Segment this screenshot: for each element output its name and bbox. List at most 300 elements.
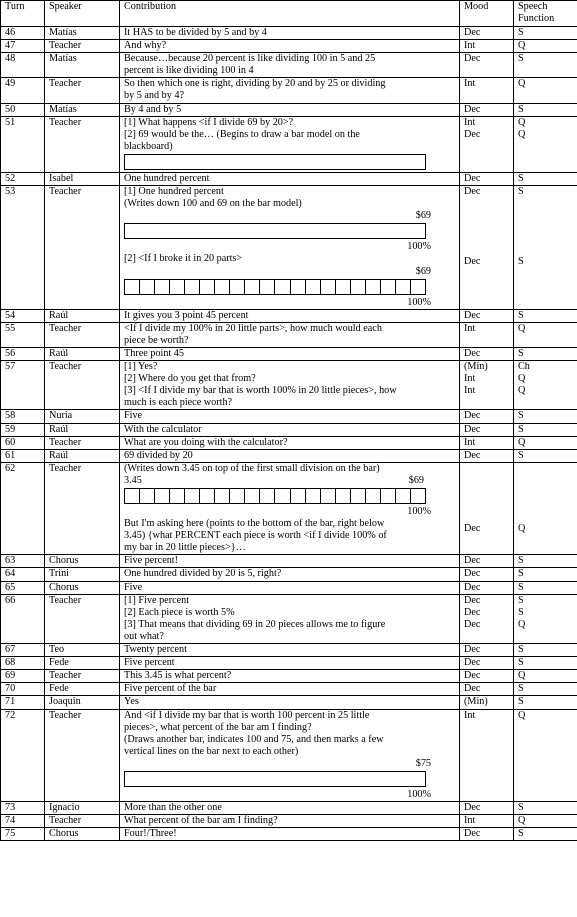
mood-value: Dec	[464, 606, 481, 618]
bar-segment	[291, 489, 306, 503]
contribution-line: [1] What happens <if I divide 69 by 20>?	[124, 116, 294, 128]
turn-cell: 59	[1, 423, 45, 436]
contribution-line: $69	[415, 210, 431, 222]
turn-cell: 46	[1, 27, 45, 40]
turn-cell: 64	[1, 568, 45, 581]
speech-function-cell	[514, 436, 577, 449]
speech-function-cell	[514, 361, 577, 410]
speaker-cell: Trini	[45, 568, 120, 581]
speaker-cell: Teacher	[45, 815, 120, 828]
speaker-cell: Joaquín	[45, 696, 120, 709]
speaker-cell: Chorus	[45, 828, 120, 841]
sf-value: S	[518, 594, 524, 606]
bar-model	[124, 154, 426, 170]
contribution-line: 69 divided by 20	[124, 449, 193, 461]
speech-function-cell	[514, 644, 577, 657]
table-row	[1, 683, 577, 696]
contribution-cell	[120, 322, 460, 347]
bar-segment	[185, 489, 200, 503]
speech-function-cell	[514, 40, 577, 53]
contribution-cell	[120, 449, 460, 462]
mood-value: Int	[464, 815, 476, 827]
turn-cell: 62	[1, 462, 45, 555]
contribution-line: Five percent	[124, 657, 175, 669]
mood-cell	[460, 449, 514, 462]
mood-cell	[460, 172, 514, 185]
sf-value: S	[518, 802, 524, 814]
sf-value: S	[518, 256, 524, 268]
speaker-cell: Raúl	[45, 423, 120, 436]
bar-segment	[230, 280, 245, 294]
mood-cell	[460, 644, 514, 657]
contribution-line: [2] 69 would be the… (Begins to draw a bar model on the	[124, 128, 360, 140]
sf-value: Q	[518, 815, 526, 827]
sf-value: S	[518, 657, 524, 669]
bar-segment	[396, 280, 411, 294]
table-row	[1, 347, 577, 360]
speech-function-cell	[514, 594, 577, 643]
contribution-line: This 3.45 is what percent?	[124, 670, 232, 682]
sf-value: Q	[518, 128, 526, 140]
table-row	[1, 40, 577, 53]
table-row	[1, 581, 577, 594]
contribution-cell	[120, 423, 460, 436]
table-row	[1, 670, 577, 683]
table-row	[1, 116, 577, 172]
mood-value: Int	[464, 436, 476, 448]
speaker-cell: Teacher	[45, 78, 120, 103]
contribution-line: So then which one is right, dividing by 20 and by 25 or dividing	[124, 78, 386, 90]
mood-value: Dec	[464, 568, 481, 580]
speaker-cell: Nuria	[45, 410, 120, 423]
sf-value: S	[518, 828, 524, 840]
mood-value: Dec	[464, 657, 481, 669]
contribution-line: Five	[124, 581, 143, 593]
mood-value: Dec	[464, 27, 481, 38]
contribution-line: out what?	[124, 630, 164, 642]
sf-value: S	[518, 696, 524, 708]
contribution-line: But I'm asking here (points to the bottom of the bar, right below	[124, 518, 385, 530]
speaker-cell: Fede	[45, 657, 120, 670]
mood-cell	[460, 40, 514, 53]
speaker-cell: Chorus	[45, 581, 120, 594]
sf-value: Q	[518, 618, 526, 630]
speaker-cell: Teacher	[45, 40, 120, 53]
mood-cell	[460, 309, 514, 322]
contribution-line: [3] <If I divide my bar that is worth 100% in 20 little pieces>, how	[124, 385, 397, 397]
mood-value: Dec	[464, 309, 481, 321]
turn-cell: 57	[1, 361, 45, 410]
sf-value: Q	[518, 385, 526, 397]
speech-function-cell	[514, 670, 577, 683]
segmented-bar-model	[124, 488, 426, 504]
mood-cell	[460, 116, 514, 172]
speaker-cell: Teacher	[45, 361, 120, 410]
speech-function-cell	[514, 53, 577, 78]
turn-cell: 48	[1, 53, 45, 78]
contribution-cell	[120, 410, 460, 423]
speaker-cell: Teacher	[45, 670, 120, 683]
sf-value: Q	[518, 40, 526, 52]
turn-cell: 70	[1, 683, 45, 696]
contribution-line: [2] Each piece is worth 5%	[124, 606, 235, 618]
bar-segment	[306, 489, 321, 503]
table-row	[1, 78, 577, 103]
turn-cell: 50	[1, 103, 45, 116]
speaker-cell: Chorus	[45, 555, 120, 568]
turn-cell: 69	[1, 670, 45, 683]
mood-value: Dec	[464, 186, 481, 198]
contribution-line: (Writes down 100 and 69 on the bar model)	[124, 198, 302, 210]
mood-cell	[460, 815, 514, 828]
contribution-cell	[120, 40, 460, 53]
speech-function-cell	[514, 186, 577, 310]
bar-segment	[275, 280, 290, 294]
speech-function-cell	[514, 449, 577, 462]
contribution-cell	[120, 657, 460, 670]
contribution-line: $69	[415, 265, 431, 277]
turn-cell: 74	[1, 815, 45, 828]
contribution-cell	[120, 347, 460, 360]
mood-cell	[460, 410, 514, 423]
turn-cell: 66	[1, 594, 45, 643]
contribution-line: much is each piece worth?	[124, 397, 233, 409]
sf-value: Ch	[518, 361, 530, 373]
mood-cell	[460, 802, 514, 815]
mood-value: Int	[464, 78, 476, 90]
turn-cell: 73	[1, 802, 45, 815]
bar-segment	[215, 489, 230, 503]
speech-function-cell	[514, 116, 577, 172]
table-row	[1, 594, 577, 643]
turn-cell: 53	[1, 186, 45, 310]
speaker-cell: Matías	[45, 53, 120, 78]
mood-value: Dec	[464, 594, 481, 606]
speaker-cell: Ignacio	[45, 802, 120, 815]
speech-function-cell	[514, 27, 577, 40]
bar-segment	[336, 489, 351, 503]
contribution-cell	[120, 683, 460, 696]
contribution-line: [2] <If I broke it in 20 parts>	[124, 253, 243, 265]
mood-cell	[460, 657, 514, 670]
bar-segment	[125, 280, 140, 294]
contribution-line: With the calculator	[124, 423, 202, 435]
turn-cell: 71	[1, 696, 45, 709]
bar-segment	[411, 489, 425, 503]
contribution-line: $75	[415, 757, 431, 769]
table-row	[1, 828, 577, 841]
table-row	[1, 410, 577, 423]
contribution-cell	[120, 709, 460, 802]
contribution-line: More than the other one	[124, 802, 222, 814]
header-row	[1, 1, 577, 27]
table-row	[1, 27, 577, 40]
bar-segment	[200, 280, 215, 294]
turn-cell: 60	[1, 436, 45, 449]
mood-value: Int	[464, 40, 476, 52]
contribution-line: pieces>, what percent of the bar am I finding?	[124, 721, 312, 733]
contribution-line: What are you doing with the calculator?	[124, 436, 288, 448]
mood-value: Dec	[464, 423, 481, 435]
contribution-line: By 4 and by 5	[124, 103, 182, 115]
contribution-line: It HAS to be divided by 5 and by 4	[124, 27, 267, 38]
contribution-line: [2] Where do you get that from?	[124, 373, 256, 385]
mood-value: Int	[464, 116, 476, 128]
mood-value: Int	[464, 322, 476, 334]
sf-value: Q	[518, 373, 526, 385]
header-mood: Mood	[460, 1, 514, 27]
contribution-cell	[120, 462, 460, 555]
table-row	[1, 322, 577, 347]
speaker-cell: Raúl	[45, 309, 120, 322]
header-turn: Turn	[1, 1, 45, 27]
table-row	[1, 657, 577, 670]
contribution-line: (Draws another bar, indicates 100 and 75, and then marks a few	[124, 733, 384, 745]
mood-value: Dec	[464, 802, 481, 814]
contribution-line: 100%	[407, 296, 431, 308]
sf-value: S	[518, 172, 524, 184]
table-row	[1, 696, 577, 709]
contribution-cell	[120, 670, 460, 683]
sf-value: S	[518, 449, 524, 461]
mood-cell	[460, 423, 514, 436]
contribution-cell	[120, 436, 460, 449]
speech-function-cell	[514, 657, 577, 670]
contribution-cell	[120, 802, 460, 815]
bar-model	[124, 223, 426, 239]
sf-value: Q	[518, 670, 526, 682]
turn-cell: 47	[1, 40, 45, 53]
speaker-cell: Raúl	[45, 449, 120, 462]
speaker-cell: Teacher	[45, 709, 120, 802]
table-row	[1, 449, 577, 462]
mood-value: Dec	[464, 644, 481, 656]
sf-value: Q	[518, 709, 526, 721]
table-row	[1, 172, 577, 185]
mood-cell	[460, 322, 514, 347]
contribution-cell	[120, 361, 460, 410]
speech-function-cell	[514, 103, 577, 116]
contribution-cell	[120, 53, 460, 78]
mood-cell	[460, 568, 514, 581]
contribution-cell	[120, 568, 460, 581]
sf-value: S	[518, 186, 524, 198]
segmented-bar-model	[124, 279, 426, 295]
contribution-cell	[120, 555, 460, 568]
sf-value: S	[518, 53, 524, 65]
turn-cell: 56	[1, 347, 45, 360]
contribution-line: 3.45) {what PERCENT each piece is worth <if I divide 100% of	[124, 530, 387, 542]
header-contribution: Contribution	[120, 1, 460, 27]
contribution-cell	[120, 27, 460, 40]
contribution-line: blackboard)	[124, 140, 173, 152]
bar-segment	[155, 489, 170, 503]
bar-segment	[260, 280, 275, 294]
speaker-cell: Matías	[45, 27, 120, 40]
contribution-line: <If I divide my 100% in 20 little parts>, how much would each	[124, 322, 382, 334]
contribution-line: Yes	[124, 696, 139, 708]
speaker-cell: Raúl	[45, 347, 120, 360]
speech-function-cell	[514, 410, 577, 423]
sf-value: S	[518, 555, 524, 567]
bar-segment	[396, 489, 411, 503]
bar-segment	[260, 489, 275, 503]
mood-value: Dec	[464, 555, 481, 567]
contribution-line: Three point 45	[124, 347, 184, 359]
contribution-cell	[120, 581, 460, 594]
speech-function-cell	[514, 802, 577, 815]
bar-segment	[170, 280, 185, 294]
bar-segment	[245, 280, 260, 294]
bar-segment	[185, 280, 200, 294]
bar-segment	[411, 280, 425, 294]
turn-cell: 54	[1, 309, 45, 322]
sf-value: S	[518, 568, 524, 580]
speech-function-cell	[514, 568, 577, 581]
turn-cell: 52	[1, 172, 45, 185]
table-row	[1, 423, 577, 436]
mood-value: Dec	[464, 670, 481, 682]
bar-segment	[306, 280, 321, 294]
mood-cell	[460, 555, 514, 568]
mood-cell	[460, 53, 514, 78]
mood-cell	[460, 361, 514, 410]
contribution-line: [1] Yes?	[124, 361, 158, 373]
speaker-cell: Matías	[45, 103, 120, 116]
contribution-line: my bar in 20 little pieces>}…	[124, 542, 246, 554]
contribution-line: [1] One hundred percent	[124, 186, 224, 198]
turn-cell: 55	[1, 322, 45, 347]
contribution-line: 100%	[407, 788, 431, 800]
sf-value: S	[518, 644, 524, 656]
mood-cell	[460, 594, 514, 643]
turn-cell: 63	[1, 555, 45, 568]
bar-segment	[291, 280, 306, 294]
mood-value: Dec	[464, 828, 481, 840]
contribution-line: vertical lines on the bar next to each other)	[124, 745, 299, 757]
mood-value: Dec	[464, 172, 481, 184]
contribution-line: One hundred divided by 20 is 5, right?	[124, 568, 282, 580]
table-row	[1, 644, 577, 657]
speech-function-cell	[514, 815, 577, 828]
bar-segment	[336, 280, 351, 294]
mood-value: (Min)	[464, 361, 488, 373]
table-row	[1, 815, 577, 828]
contribution-cell	[120, 186, 460, 310]
bar-segment	[366, 280, 381, 294]
mood-cell	[460, 683, 514, 696]
table-row	[1, 555, 577, 568]
mood-cell	[460, 103, 514, 116]
sf-value: S	[518, 27, 524, 38]
header-speech-function: Speech Function	[514, 1, 577, 27]
sf-value: Q	[518, 78, 526, 90]
contribution-cell	[120, 828, 460, 841]
table-row	[1, 802, 577, 815]
mood-value: Dec	[464, 256, 481, 268]
turn-cell: 67	[1, 644, 45, 657]
mood-value: Int	[464, 373, 476, 385]
mood-value: Dec	[464, 683, 481, 695]
contribution-line: And why?	[124, 40, 167, 52]
speaker-cell: Teacher	[45, 594, 120, 643]
mood-cell	[460, 347, 514, 360]
bar-segment	[245, 489, 260, 503]
table-row	[1, 709, 577, 802]
speech-function-cell	[514, 683, 577, 696]
turn-cell: 65	[1, 581, 45, 594]
speech-function-cell	[514, 709, 577, 802]
speaker-cell: Teacher	[45, 116, 120, 172]
bar-label-69: $69	[408, 474, 424, 486]
bar-segment	[155, 280, 170, 294]
mood-value: Dec	[464, 347, 481, 359]
speaker-cell: Isabel	[45, 172, 120, 185]
speech-function-cell	[514, 696, 577, 709]
mood-cell	[460, 436, 514, 449]
contribution-line: 100%	[407, 241, 431, 253]
contribution-line: by 5 and by 4?	[124, 90, 184, 102]
contribution-line: What percent of the bar am I finding?	[124, 815, 278, 827]
turn-cell: 75	[1, 828, 45, 841]
speaker-cell: Teacher	[45, 436, 120, 449]
header-speaker: Speaker	[45, 1, 120, 27]
speech-function-cell	[514, 322, 577, 347]
contribution-line: Twenty percent	[124, 644, 187, 656]
table-row	[1, 309, 577, 322]
mood-value: Int	[464, 709, 476, 721]
sf-value: S	[518, 683, 524, 695]
contribution-cell	[120, 309, 460, 322]
speaker-cell: Teacher	[45, 462, 120, 555]
contribution-line: Five percent!	[124, 555, 179, 567]
table-row	[1, 436, 577, 449]
turn-cell: 58	[1, 410, 45, 423]
speech-function-cell	[514, 78, 577, 103]
speech-function-cell	[514, 555, 577, 568]
contribution-cell	[120, 594, 460, 643]
bar-segment	[230, 489, 245, 503]
bar-segment	[275, 489, 290, 503]
contribution-cell	[120, 644, 460, 657]
contribution-cell	[120, 172, 460, 185]
mood-cell	[460, 696, 514, 709]
bar-label-3-45: 3.45	[124, 474, 142, 486]
contribution-line: Four!/Three!	[124, 828, 177, 840]
contribution-line: Five	[124, 410, 143, 422]
mood-cell	[460, 462, 514, 555]
bar-segment	[140, 489, 155, 503]
sf-value: S	[518, 410, 524, 422]
contribution-line: [1] Five percent	[124, 594, 190, 606]
mood-value: Dec	[464, 53, 481, 65]
bar-segment	[381, 280, 396, 294]
sf-value: Q	[518, 436, 526, 448]
contribution-line: And <if I divide my bar that is worth 100 percent in 25 little	[124, 709, 370, 721]
bar-top-labels	[124, 475, 424, 487]
sf-value: S	[518, 423, 524, 435]
sf-value: S	[518, 606, 524, 618]
mood-cell	[460, 709, 514, 802]
mood-value: Dec	[464, 103, 481, 115]
sf-value: S	[518, 309, 524, 321]
contribution-line: It gives you 3 point 45 percent	[124, 309, 249, 321]
sf-value: Q	[518, 522, 526, 534]
mood-value: Int	[464, 385, 476, 397]
mood-cell	[460, 27, 514, 40]
table-row	[1, 462, 577, 555]
mood-cell	[460, 828, 514, 841]
